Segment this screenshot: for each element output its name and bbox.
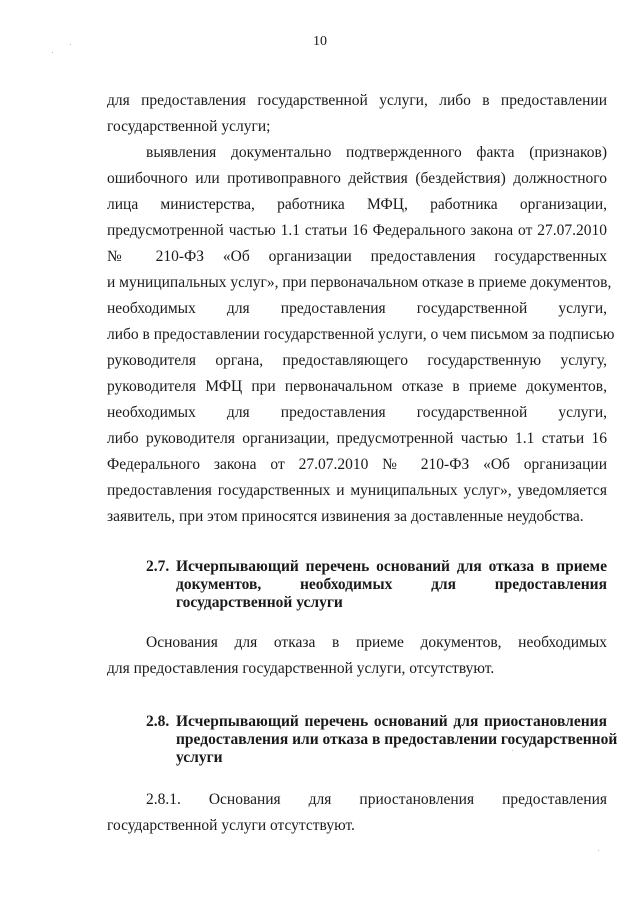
text-line: для предоставления государственной услуги, либо в предоставлении — [107, 92, 607, 109]
scan-speck — [70, 44, 71, 45]
text-line: предоставления государственных и муниципальных услуг», уведомляется — [107, 482, 607, 499]
text-line: государственной услуги отсутствуют. — [107, 817, 355, 834]
text-line: необходимых для предоставления государственной услуги, — [107, 300, 607, 317]
heading-line: документов, необходимых для предоставления — [176, 576, 607, 593]
section-heading-2-8 — [146, 713, 618, 767]
text-line: Федерального закона от 27.07.2010 № 210-ФЗ «Об организации — [107, 456, 607, 473]
paragraph-apology-notice — [107, 140, 615, 530]
heading-line: предоставления или отказа в предоставлении государственной — [176, 731, 618, 748]
page-number: 10 — [313, 34, 327, 49]
text-line: и муниципальных услуг», при первоначальном отказе в приеме документов, — [107, 274, 612, 291]
paragraph-2-8-1 — [107, 787, 607, 839]
text-line: для предоставления государственной услуги, отсутствуют. — [107, 660, 495, 677]
text-line: руководителя органа, предоставляющего государственную услугу, — [107, 352, 607, 369]
text-line: предусмотренной частью 1.1 статьи 16 Федерального закона от 27.07.2010 — [107, 222, 607, 239]
text-line: выявления документально подтвержденного факта (признаков) — [146, 144, 607, 161]
section-heading-2-7 — [146, 558, 607, 612]
heading-line: Исчерпывающий перечень оснований для отказа в приеме — [176, 558, 607, 575]
text-line: лица министерства, работника МФЦ, работника организации, — [107, 196, 607, 213]
text-line: либо в предоставлении государственной услуги, о чем письмом за подписью — [107, 326, 615, 343]
scan-speck — [598, 850, 599, 851]
section-number: 2.7. — [146, 558, 170, 575]
text-line: либо руководителя организации, предусмотренной частью 1.1 статьи 16 — [107, 430, 607, 447]
paragraph-no-grounds-refusal — [107, 630, 607, 682]
text-line: руководителя МФЦ при первоначальном отказе в приеме документов, — [107, 378, 607, 395]
text-line: государственной услуги; — [107, 118, 271, 135]
section-number: 2.8. — [146, 713, 170, 730]
text-line: 2.8.1. Основания для приостановления предоставления — [146, 791, 607, 808]
heading-line: государственной услуги — [176, 594, 343, 611]
heading-line: услуги — [176, 749, 223, 766]
scan-speck — [52, 52, 53, 53]
heading-line: Исчерпывающий перечень оснований для приостановления — [176, 713, 607, 730]
text-line: необходимых для предоставления государственной услуги, — [107, 404, 607, 421]
paragraph-continuation — [107, 88, 607, 140]
scan-speck — [512, 750, 513, 751]
text-line: № 210-ФЗ «Об организации предоставления государственных — [107, 248, 607, 265]
text-line: Основания для отказа в приеме документов, необходимых — [146, 634, 607, 651]
text-line: заявитель, при этом приносятся извинения за доставленные неудобства. — [107, 508, 584, 525]
text-line: ошибочного или противоправного действия (бездействия) должностного — [107, 170, 607, 187]
